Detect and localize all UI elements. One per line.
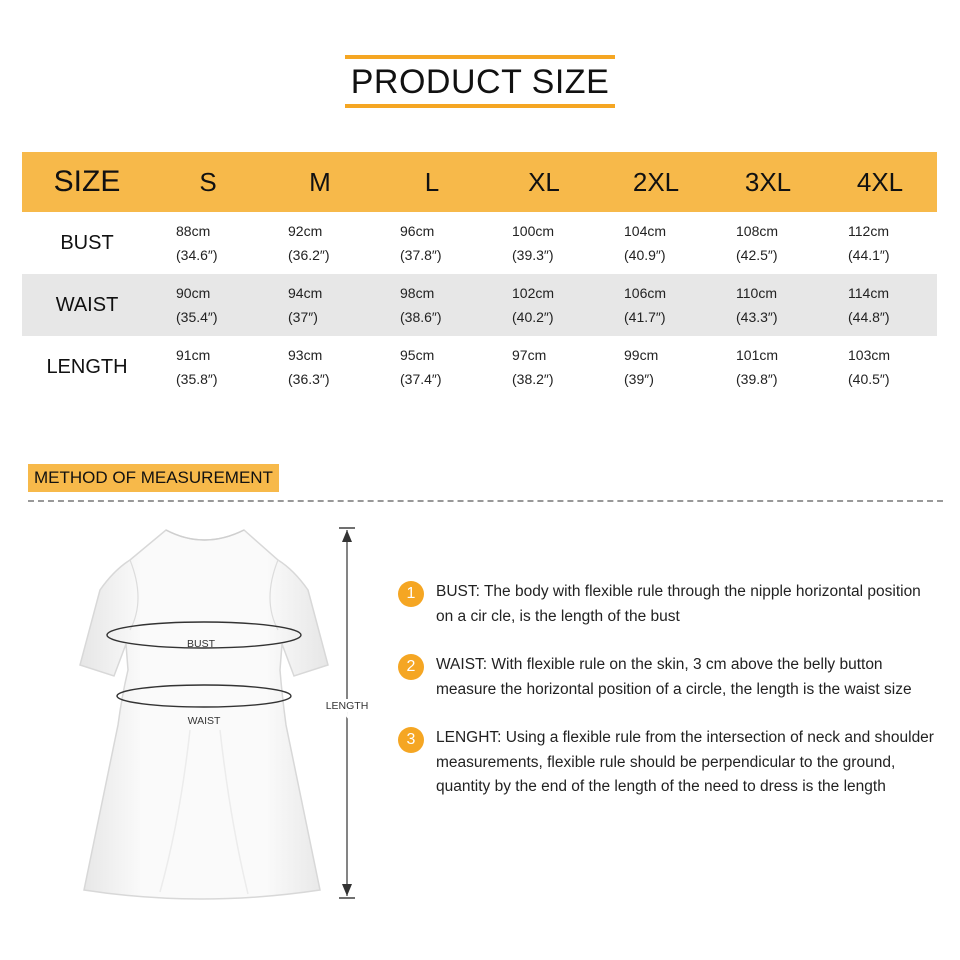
cell-inch: (42.5″) — [736, 247, 778, 263]
cell-cm: 92cm — [288, 223, 323, 239]
size-table — [22, 152, 937, 398]
size-header-xl: XL — [528, 166, 560, 197]
step-number-badge: 1 — [398, 581, 424, 607]
table-cell — [152, 281, 264, 329]
size-header-l: L — [424, 166, 440, 197]
cell-cm: 108cm — [736, 223, 779, 239]
size-table-header — [22, 152, 937, 212]
table-cell — [376, 219, 488, 267]
table-cell — [824, 219, 936, 267]
note-text: BUST: The body with flexible rule through the nipple horizontal position on a cir cle, is the length of the bust — [436, 583, 921, 625]
cell-cm: 101cm — [736, 347, 779, 363]
step-number-badge: 3 — [398, 727, 424, 753]
table-cell — [376, 281, 488, 329]
cell-cm: 98cm — [400, 285, 435, 301]
table-cell — [824, 281, 936, 329]
cell-cm: 93cm — [288, 347, 323, 363]
table-cell — [488, 281, 600, 329]
dashed-divider — [28, 500, 943, 502]
size-header-2xl: 2XL — [632, 166, 680, 197]
cell-cm: 100cm — [512, 223, 555, 239]
list-item — [398, 726, 938, 800]
cell-cm: 95cm — [400, 347, 435, 363]
cell-inch: (39.3″) — [512, 247, 554, 263]
cell-inch: (41.7″) — [624, 309, 666, 325]
size-header-4xl: 4XL — [856, 166, 904, 197]
list-item — [398, 580, 938, 629]
cell-cm: 99cm — [624, 347, 659, 363]
length-diagram-label: LENGTH — [325, 700, 369, 712]
cell-cm: 103cm — [848, 347, 891, 363]
cell-cm: 90cm — [176, 285, 211, 301]
table-cell — [824, 343, 936, 391]
table-cell — [712, 281, 824, 329]
cell-inch: (35.4″) — [176, 309, 218, 325]
cell-inch: (40.5″) — [848, 371, 890, 387]
cell-inch: (37″) — [288, 309, 318, 325]
table-cell — [152, 343, 264, 391]
cell-cm: 96cm — [400, 223, 435, 239]
cell-inch: (37.4″) — [400, 371, 442, 387]
cell-inch: (36.2″) — [288, 247, 330, 263]
cell-inch: (43.3″) — [736, 309, 778, 325]
cell-cm: 112cm — [848, 223, 889, 239]
size-header-3xl: 3XL — [744, 166, 792, 197]
bust-diagram-label: BUST — [186, 638, 216, 650]
list-item — [398, 653, 938, 702]
title-top-rule — [345, 55, 615, 59]
table-cell — [712, 343, 824, 391]
cell-inch: (38.6″) — [400, 309, 442, 325]
product-size-title — [345, 55, 615, 109]
cell-inch: (40.9″) — [624, 247, 666, 263]
page-title: PRODUCT SIZE — [350, 63, 610, 101]
row-label-waist: WAIST — [55, 293, 119, 316]
cell-cm: 104cm — [624, 223, 667, 239]
table-cell — [712, 219, 824, 267]
size-header-m: M — [309, 166, 331, 197]
size-header-label: SIZE — [53, 165, 121, 198]
cell-inch: (39″) — [624, 371, 654, 387]
cell-cm: 91cm — [176, 347, 211, 363]
table-cell — [600, 219, 712, 267]
size-header-s: S — [199, 166, 217, 197]
length-measure-arrow — [339, 528, 355, 898]
table-cell — [264, 281, 376, 329]
row-label-length: LENGTH — [46, 355, 128, 378]
cell-cm: 94cm — [288, 285, 323, 301]
table-cell — [600, 281, 712, 329]
cell-cm: 106cm — [624, 285, 667, 301]
cell-cm: 88cm — [176, 223, 211, 239]
cell-inch: (39.8″) — [736, 371, 778, 387]
cell-cm: 97cm — [512, 347, 547, 363]
table-row-length — [22, 336, 937, 398]
table-row-bust — [22, 212, 937, 274]
dress-diagram — [70, 520, 390, 910]
table-row-waist — [22, 274, 937, 336]
step-number-badge: 2 — [398, 654, 424, 680]
cell-inch: (35.8″) — [176, 371, 218, 387]
cell-inch: (38.2″) — [512, 371, 554, 387]
cell-inch: (44.8″) — [848, 309, 890, 325]
table-cell — [264, 343, 376, 391]
cell-inch: (34.6″) — [176, 247, 218, 263]
table-cell — [152, 219, 264, 267]
table-cell — [600, 343, 712, 391]
note-text: LENGHT: Using a flexible rule from the intersection of neck and shoulder measurements, flexible rule should be perpendicular to the ground, quantity by the end of the length of the need to dress is the length — [436, 729, 934, 795]
cell-inch: (36.3″) — [288, 371, 330, 387]
cell-inch: (37.8″) — [400, 247, 442, 263]
title-bottom-rule — [345, 104, 615, 108]
table-cell — [264, 219, 376, 267]
method-of-measurement-heading: METHOD OF MEASUREMENT — [28, 464, 279, 492]
table-cell — [376, 343, 488, 391]
note-text: WAIST: With flexible rule on the skin, 3 cm above the belly button measure the horizontal position of a circle, the length is the waist size — [436, 656, 912, 698]
cell-inch: (40.2″) — [512, 309, 554, 325]
cell-inch: (44.1″) — [848, 247, 890, 263]
measurement-notes — [398, 580, 938, 824]
cell-cm: 102cm — [512, 285, 555, 301]
waist-diagram-label: WAIST — [187, 715, 221, 727]
cell-cm: 110cm — [736, 285, 777, 301]
cell-cm: 114cm — [848, 285, 889, 301]
table-cell — [488, 343, 600, 391]
table-cell — [488, 219, 600, 267]
row-label-bust: BUST — [60, 231, 114, 254]
